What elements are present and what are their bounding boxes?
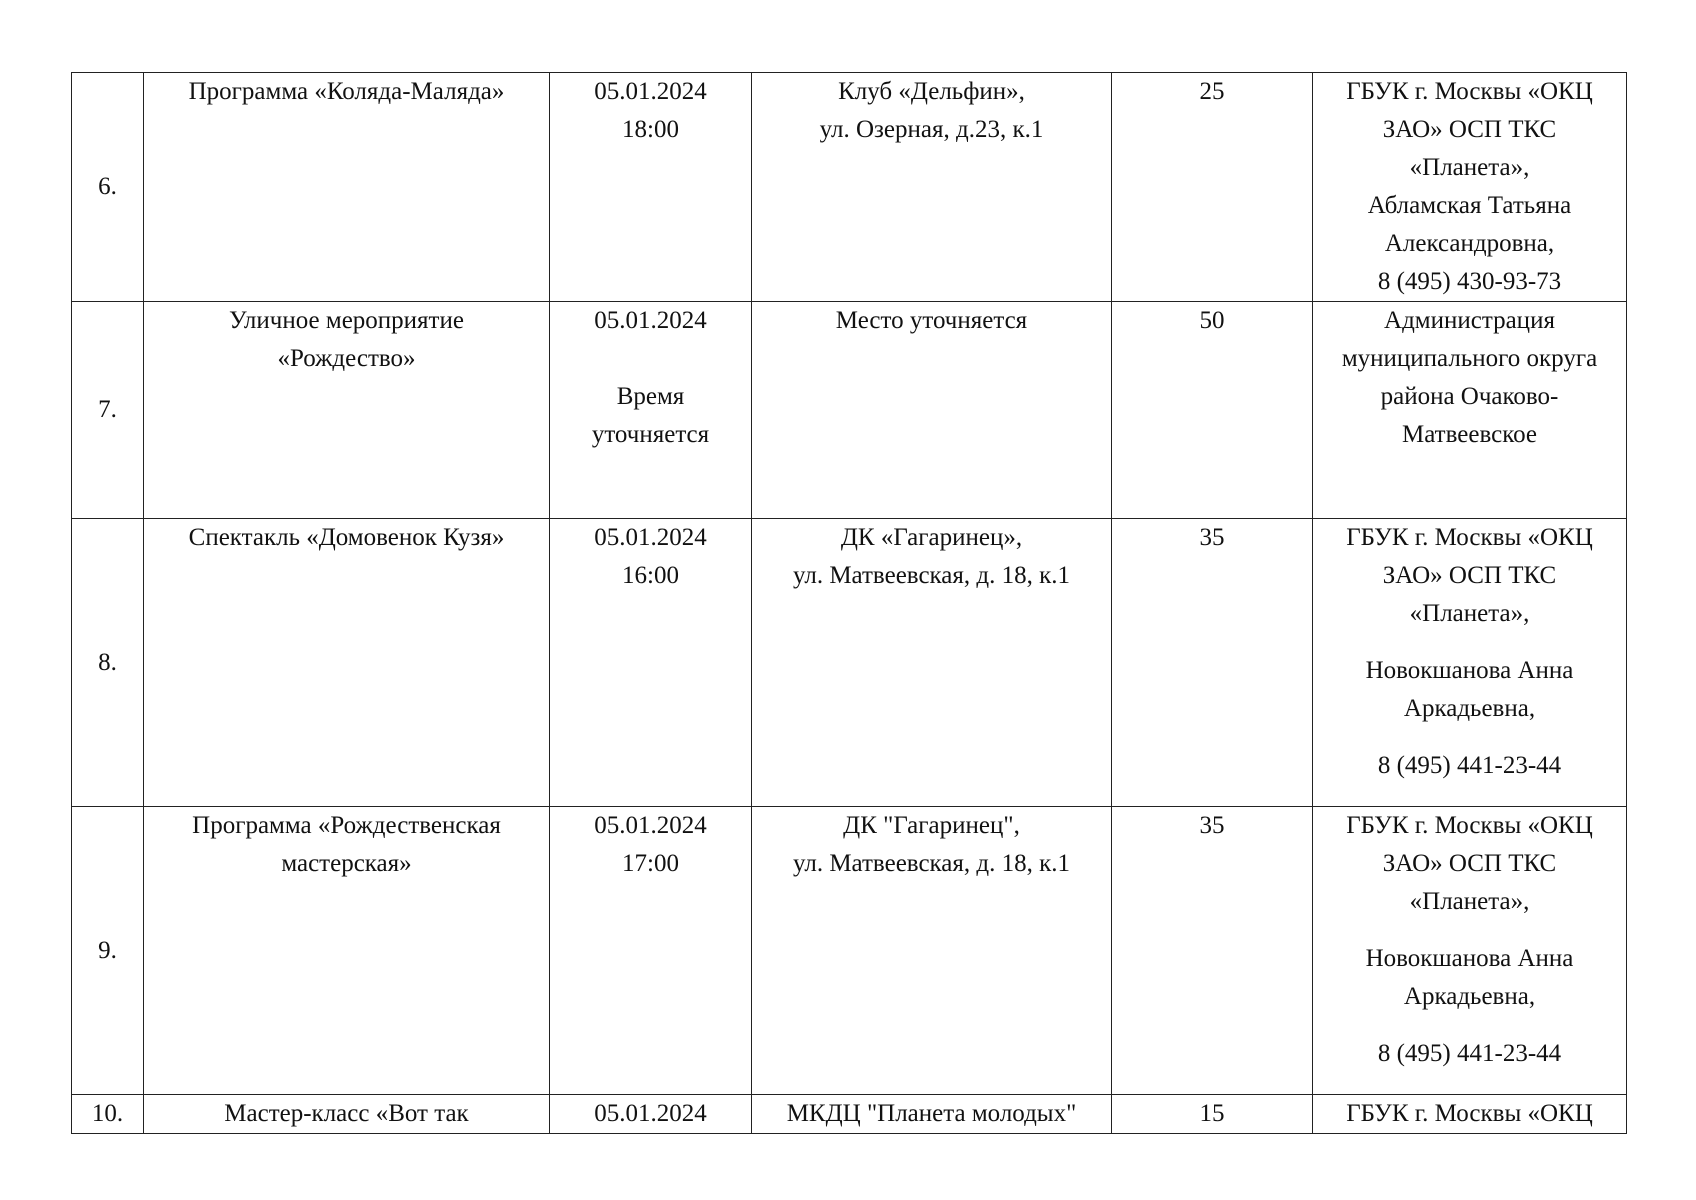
event-organizer: ГБУК г. Москвы «ОКЦ ЗАО» ОСП ТКС «Планета», Новокшанова Анна Аркадьевна, 8 (495) 441-23-44 (1313, 807, 1627, 1095)
table-row (72, 807, 1627, 1095)
row-number: 7. (72, 302, 144, 519)
event-place: ДК "Гагаринец", ул. Матвеевская, д. 18, к.1 (752, 807, 1112, 1095)
event-organizer: Администрация муниципального округа района Очаково- Матвеевское (1313, 302, 1627, 519)
document-page (71, 72, 1626, 1134)
event-datetime: 05.01.2024 (550, 1095, 752, 1134)
event-title: Уличное мероприятие «Рождество» (144, 302, 550, 519)
row-number: 6. (72, 73, 144, 302)
row-number: 10. (72, 1095, 144, 1134)
event-organizer: ГБУК г. Москвы «ОКЦ (1313, 1095, 1627, 1134)
event-organizer: ГБУК г. Москвы «ОКЦ ЗАО» ОСП ТКС «Планета», Новокшанова Анна Аркадьевна, 8 (495) 441-23-44 (1313, 519, 1627, 807)
participant-count: 50 (1112, 302, 1313, 519)
event-title: Мастер-класс «Вот так (144, 1095, 550, 1134)
event-datetime: 05.01.2024 17:00 (550, 807, 752, 1095)
table-row (72, 1095, 1627, 1134)
event-datetime: 05.01.2024 18:00 (550, 73, 752, 302)
participant-count: 25 (1112, 73, 1313, 302)
event-place: Клуб «Дельфин», ул. Озерная, д.23, к.1 (752, 73, 1112, 302)
event-organizer: ГБУК г. Москвы «ОКЦ ЗАО» ОСП ТКС «Планета», Абламская Татьяна Александровна, 8 (495) 430-93-73 (1313, 73, 1627, 302)
table-row (72, 302, 1627, 519)
event-title: Программа «Коляда-Маляда» (144, 73, 550, 302)
participant-count: 35 (1112, 519, 1313, 807)
event-title: Программа «Рождественская мастерская» (144, 807, 550, 1095)
participant-count: 35 (1112, 807, 1313, 1095)
table-row (72, 73, 1627, 302)
event-datetime: 05.01.2024 Время уточняется (550, 302, 752, 519)
event-datetime: 05.01.2024 16:00 (550, 519, 752, 807)
table-row (72, 519, 1627, 807)
event-place: Место уточняется (752, 302, 1112, 519)
event-place: ДК «Гагаринец», ул. Матвеевская, д. 18, к.1 (752, 519, 1112, 807)
event-title: Спектакль «Домовенок Кузя» (144, 519, 550, 807)
participant-count: 15 (1112, 1095, 1313, 1134)
event-place: МКДЦ "Планета молодых" (752, 1095, 1112, 1134)
events-table (71, 72, 1627, 1134)
row-number: 8. (72, 519, 144, 807)
row-number: 9. (72, 807, 144, 1095)
